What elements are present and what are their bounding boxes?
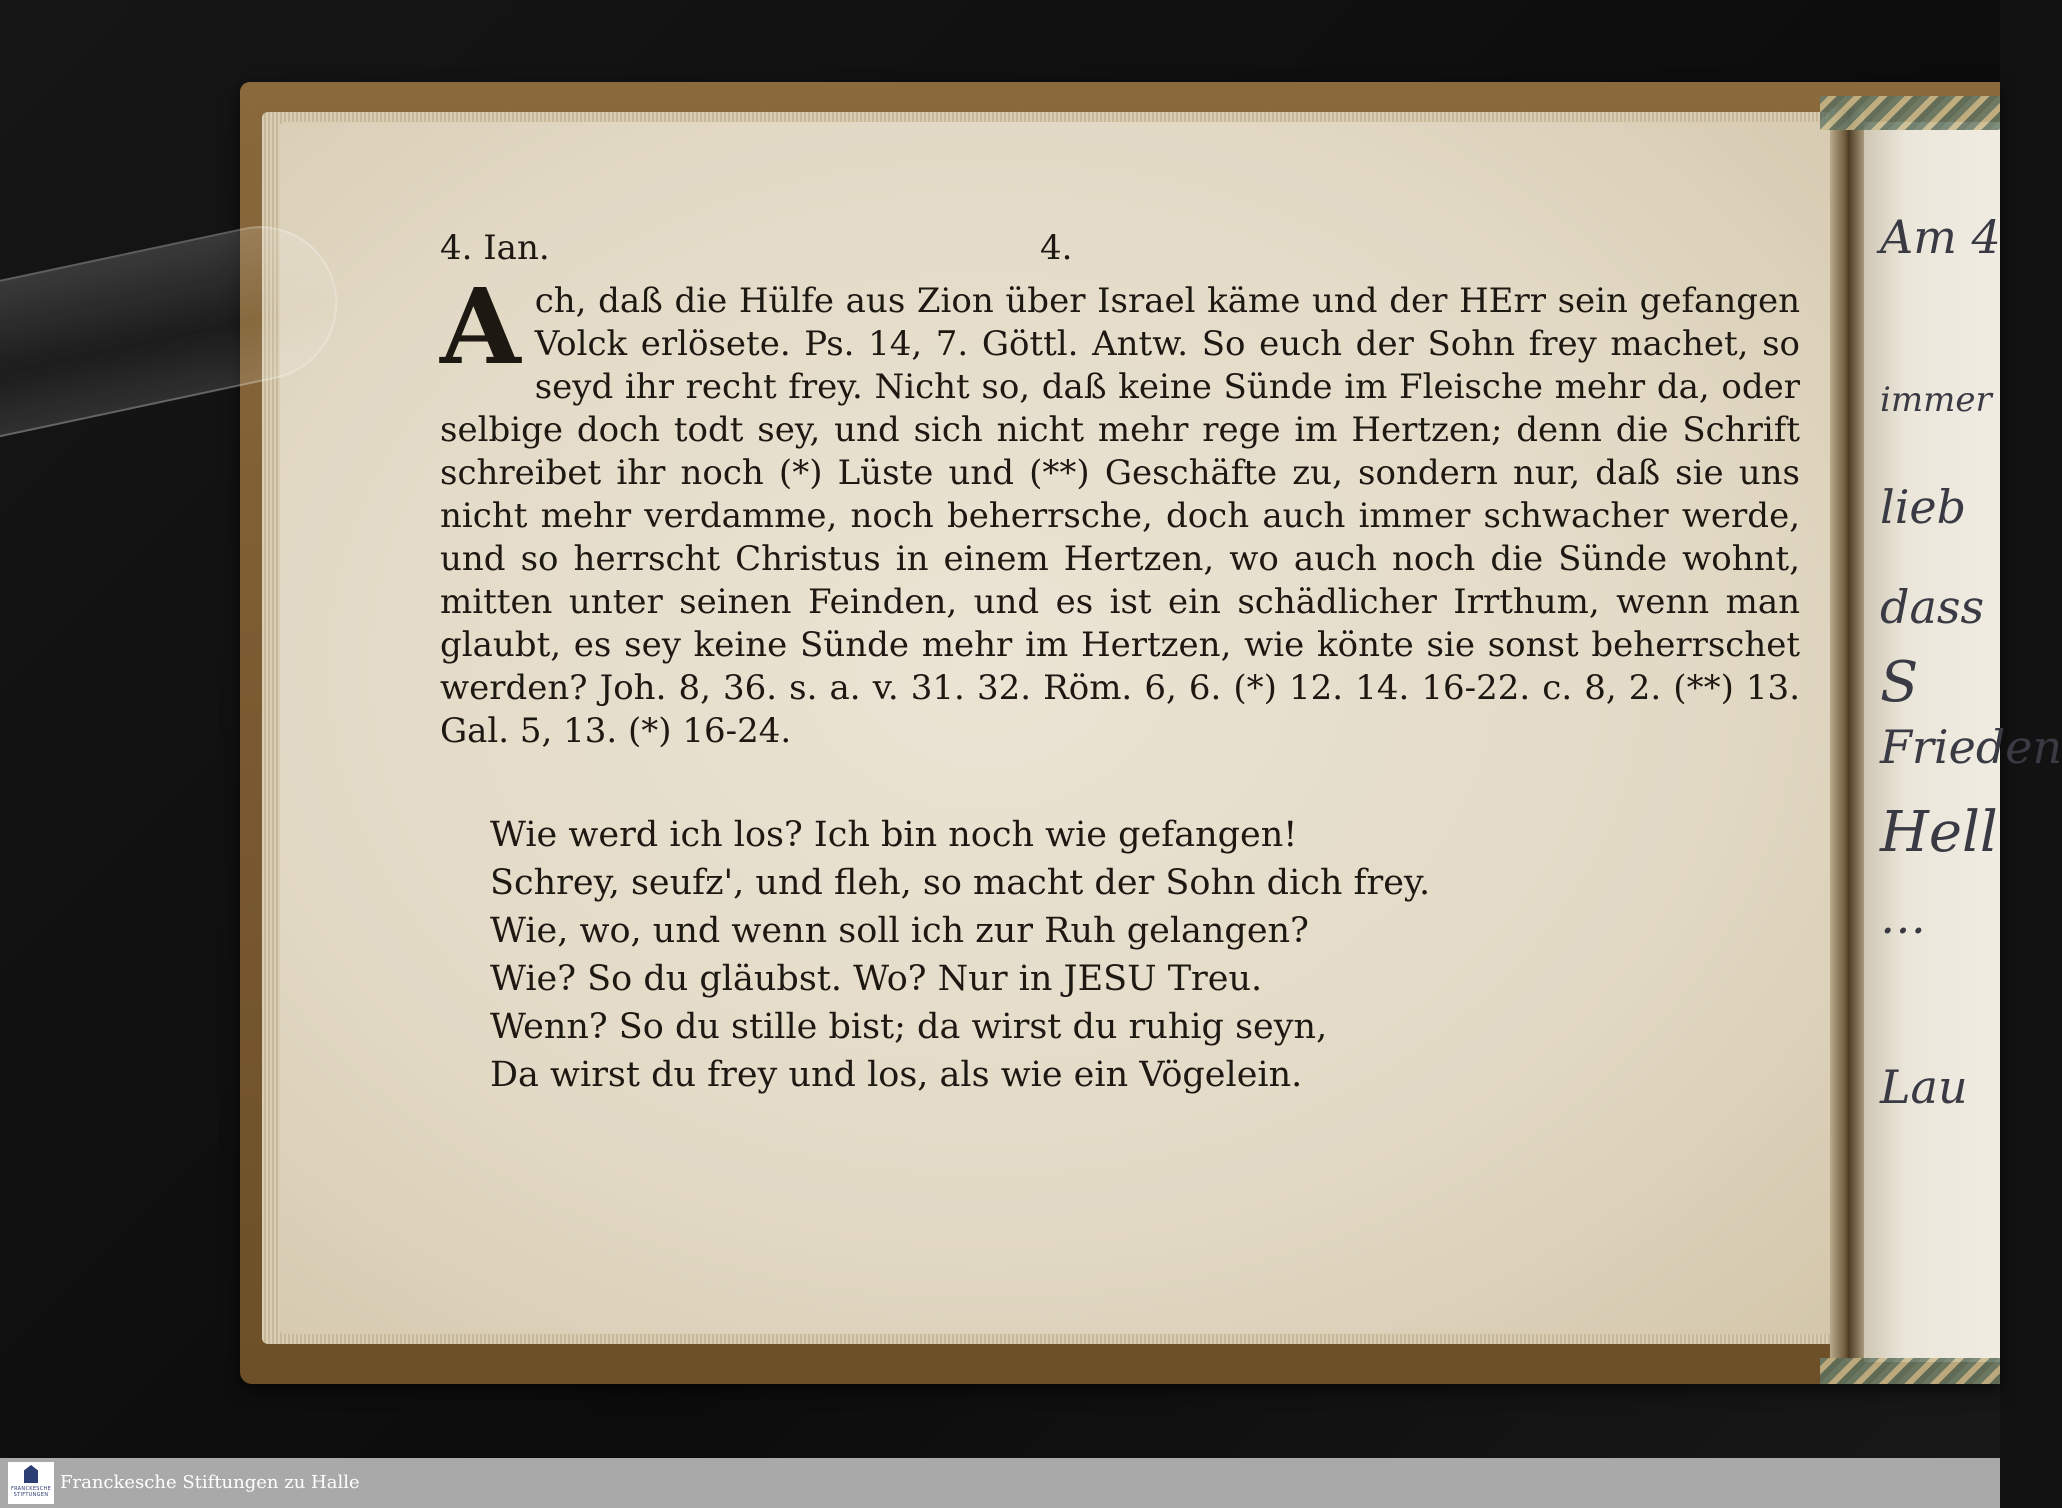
margin-note: Lau: [1880, 1060, 1968, 1114]
footer-title[interactable]: Franckesche Stiftungen zu Halle: [60, 1472, 360, 1493]
footer-bar: [0, 1458, 2000, 1508]
margin-note: dass: [1880, 580, 1985, 634]
margin-note: lieb: [1880, 480, 1967, 534]
verse-line: Da wirst du frey und los, als wie ein Vögelein.: [490, 1055, 1303, 1095]
headband-bottom: [1820, 1358, 2000, 1384]
page-number: 4.: [1040, 228, 1073, 268]
page-header: [440, 228, 1800, 280]
header-date: 4. Ian.: [440, 228, 550, 268]
logo-building-icon: [24, 1465, 38, 1483]
verse-line: Wie? So du gläubst. Wo? Nur in JESU Treu.: [490, 959, 1263, 999]
margin-note: S: [1880, 650, 1919, 715]
prose-text: ch, daß die Hülfe aus Zion über Israel käme und der HErr sein gefangen Volck erlösete. Ps. 14, 7. Göttl. Antw. So euch der Sohn frey machet, so seyd ihr recht frey. Nicht so, daß keine Sünde im Fleische mehr da, oder selbige doch todt sey, und sich nicht mehr rege im Hertzen; denn die Schrift schreibet ihr noch (*) Lüste und (**) Geschäfte zu, sondern nur, daß sie uns nicht mehr verdamme, noch beherrsche, doch auch immer schwacher werde, und so herrscht Christus in einem Hertzen, wo auch noch die Sünde wohnt, mitten unter seinen Feinden, und es ist ein schädlicher Irrthum, wenn man glaubt, es sey keine Sünde mehr im Hertzen, wie könte sie sonst beherrschet werden? Joh. 8, 36. s. a. v. 31. 32. Röm. 6, 6. (*) 12. 14. 16-22. c. 8, 2. (**) 13. Gal. 5, 13. (*) 16-24.: [440, 281, 1800, 751]
book-gutter: [1830, 108, 1864, 1358]
institution-logo[interactable]: [8, 1462, 54, 1504]
margin-note: immer: [1880, 380, 1992, 420]
drop-cap: A: [440, 265, 521, 388]
hymn-verse: [490, 811, 1800, 1099]
margin-note: Am 4: [1880, 210, 2001, 264]
logo-text: FRANCKESCHE STIFTUNGEN: [10, 1486, 52, 1498]
verse-line: Wenn? So du stille bist; da wirst du ruhig seyn,: [490, 1007, 1328, 1047]
margin-note: …: [1880, 890, 1926, 944]
devotional-prose: [440, 265, 1800, 753]
verse-line: Schrey, seufz', und fleh, so macht der Sohn dich frey.: [490, 863, 1431, 903]
margin-note: Hell: [1880, 800, 1998, 865]
page-text: [440, 228, 1800, 1099]
verse-line: Wie werd ich los? Ich bin noch wie gefangen!: [490, 815, 1298, 855]
headband-top: [1820, 96, 2000, 130]
verse-line: Wie, wo, und wenn soll ich zur Ruh gelangen?: [490, 911, 1309, 951]
margin-note: Frieden: [1880, 720, 2062, 774]
